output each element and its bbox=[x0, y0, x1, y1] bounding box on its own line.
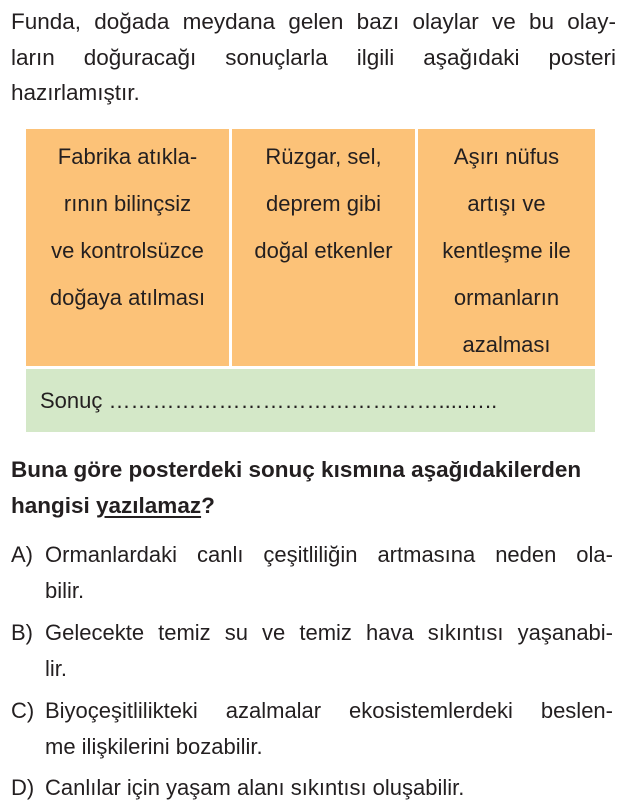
cell-line: Aşırı nüfus bbox=[453, 144, 560, 169]
cell-line: ve kontrolsüzce bbox=[51, 238, 204, 263]
question-line bbox=[11, 488, 621, 524]
option-line: lir. bbox=[45, 655, 67, 681]
option-b[interactable] bbox=[11, 615, 613, 686]
question-keyword: yazılamaz bbox=[96, 492, 202, 518]
question-stem bbox=[11, 452, 621, 523]
question-line: Buna göre posterdeki sonuç kısmına aşağıdakilerden bbox=[11, 457, 582, 482]
option-a[interactable] bbox=[11, 537, 613, 608]
cell-line: azalması bbox=[462, 332, 551, 357]
poster-result-row bbox=[26, 369, 595, 432]
option-line: Biyoçeşitlilikteki azalmalar ekosistemlerdeki beslen- bbox=[45, 698, 613, 723]
cell-line: doğal etkenler bbox=[254, 238, 393, 263]
option-letter: C) bbox=[11, 698, 35, 723]
intro-line: hazırlamıştır. bbox=[11, 80, 140, 105]
poster-cell-natural-factors bbox=[229, 129, 418, 366]
poster bbox=[26, 129, 595, 432]
cell-line: ormanların bbox=[453, 285, 560, 310]
cell-line: doğaya atılması bbox=[49, 285, 206, 310]
question-mark: ? bbox=[201, 492, 215, 518]
cell-line: artışı ve bbox=[467, 191, 546, 216]
option-c[interactable] bbox=[11, 693, 613, 764]
option-line: Ormanlardaki canlı çeşitliliğin artmasına neden ola- bbox=[45, 542, 613, 567]
option-line: Canlılar için yaşam alanı sıkıntısı oluşabilir. bbox=[45, 775, 465, 800]
intro-paragraph bbox=[11, 4, 616, 111]
option-letter: B) bbox=[11, 620, 33, 645]
cell-line: Rüzgar, sel, bbox=[265, 144, 382, 169]
intro-line: Funda, doğada meydana gelen bazı olaylar ve bu olay- bbox=[11, 9, 616, 34]
option-line: me ilişkilerini bozabilir. bbox=[45, 733, 263, 759]
poster-causes bbox=[26, 129, 595, 366]
option-letter: A) bbox=[11, 542, 33, 567]
cell-line: kentleşme ile bbox=[442, 238, 571, 263]
cell-line: Fabrika atıkla- bbox=[57, 144, 198, 169]
cell-line: rının bilinçsiz bbox=[63, 191, 192, 216]
intro-line: ların doğuracağı sonuçlarla ilgili aşağıdaki posteri bbox=[11, 44, 616, 70]
poster-cell-factory-waste bbox=[26, 129, 229, 366]
question-text: hangisi bbox=[11, 492, 97, 518]
result-dots: ………………………………………....….. bbox=[108, 388, 498, 413]
option-letter: D) bbox=[11, 775, 35, 800]
poster-cell-population-growth bbox=[418, 129, 595, 366]
option-d[interactable] bbox=[11, 770, 613, 806]
option-line: Gelecekte temiz su ve temiz hava sıkıntısı yaşanabi- bbox=[45, 620, 613, 645]
cell-line: deprem gibi bbox=[266, 191, 381, 216]
result-label: Sonuç bbox=[40, 388, 103, 413]
option-line: bilir. bbox=[45, 577, 85, 603]
